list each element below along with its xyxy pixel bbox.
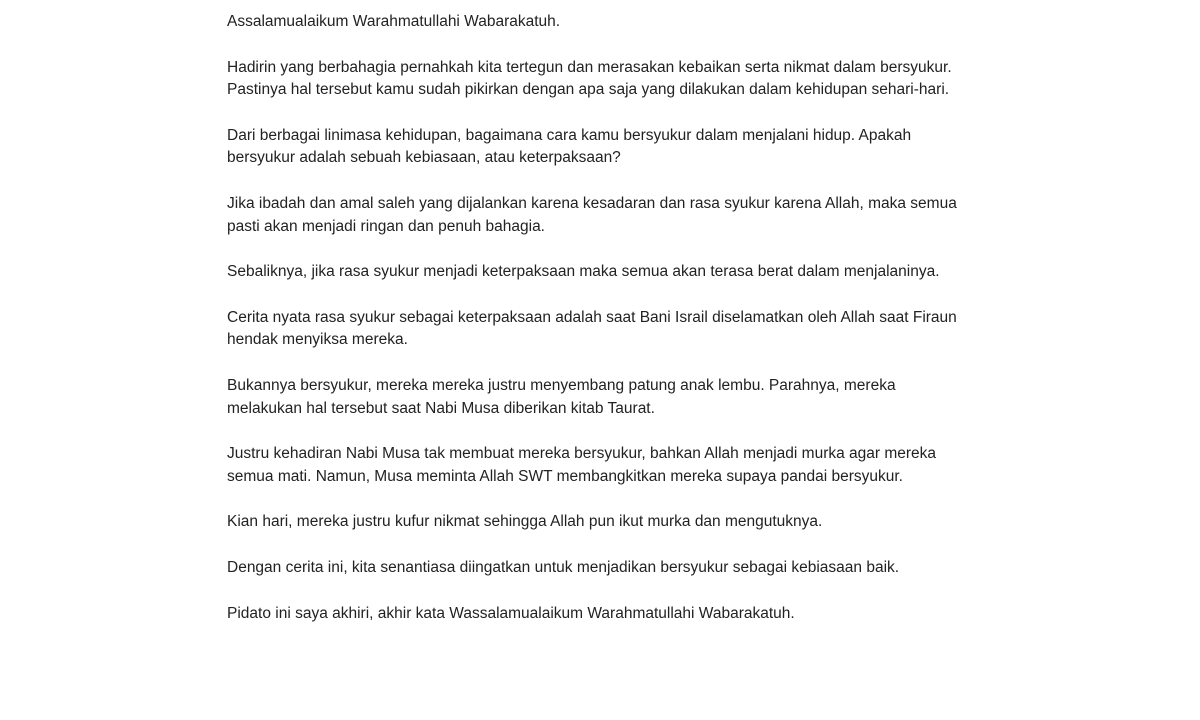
paragraph-2: Hadirin yang berbahagia pernahkah kita tertegun dan merasakan kebaikan serta nikmat dalam bersyukur. Pastinya hal tersebut kamu sudah pikirkan dengan apa saja yang dilakukan dalam kehidupan sehari-hari. xyxy=(227,58,952,99)
paragraph-closing: Pidato ini saya akhiri, akhir kata Wassalamualaikum Warahmatullahi Wabarakatuh. xyxy=(227,604,795,622)
paragraph-8: Justru kehadiran Nabi Musa tak membuat mereka bersyukur, bahkan Allah menjadi murka agar mereka semua mati. Namun, Musa meminta Allah SWT membangkitkan mereka supaya pandai bersyukur. xyxy=(227,445,937,485)
paragraph-greeting: Assalamualaikum Warahmatullahi Wabarakatuh. xyxy=(227,13,561,30)
paragraph-5: Sebaliknya, jika rasa syukur menjadi keterpaksaan maka semua akan terasa berat dalam menjalaninya. xyxy=(227,263,940,281)
paragraph-9: Kian hari, mereka justru kufur nikmat sehingga Allah pun ikut murka dan mengutuknya. xyxy=(227,513,823,531)
paragraph-3: Dari berbagai linimasa kehidupan, bagaimana cara kamu bersyukur dalam menjalani hidup. Apakah bersyukur adalah sebuah kebiasaan, atau keterpaksaan? xyxy=(227,126,912,167)
paragraph-6: Cerita nyata rasa syukur sebagai keterpaksaan adalah saat Bani Israil diselamatkan oleh Allah saat Firaun hendak menyiksa mereka. xyxy=(227,308,957,349)
paragraph-7: Bukannya bersyukur, mereka mereka justru menyembang patung anak lembu. Parahnya, mereka melakukan hal tersebut saat Nabi Musa diberikan kitab Taurat. xyxy=(227,376,896,417)
paragraph-10: Dengan cerita ini, kita senantiasa diingatkan untuk menjadikan bersyukur sebagai kebiasaan baik. xyxy=(227,558,900,576)
paragraph-4: Jika ibadah dan amal saleh yang dijalankan karena kesadaran dan rasa syukur karena Allah, maka semua pasti akan menjadi ringan dan penuh bahagia. xyxy=(227,194,957,235)
article-body xyxy=(227,11,967,625)
